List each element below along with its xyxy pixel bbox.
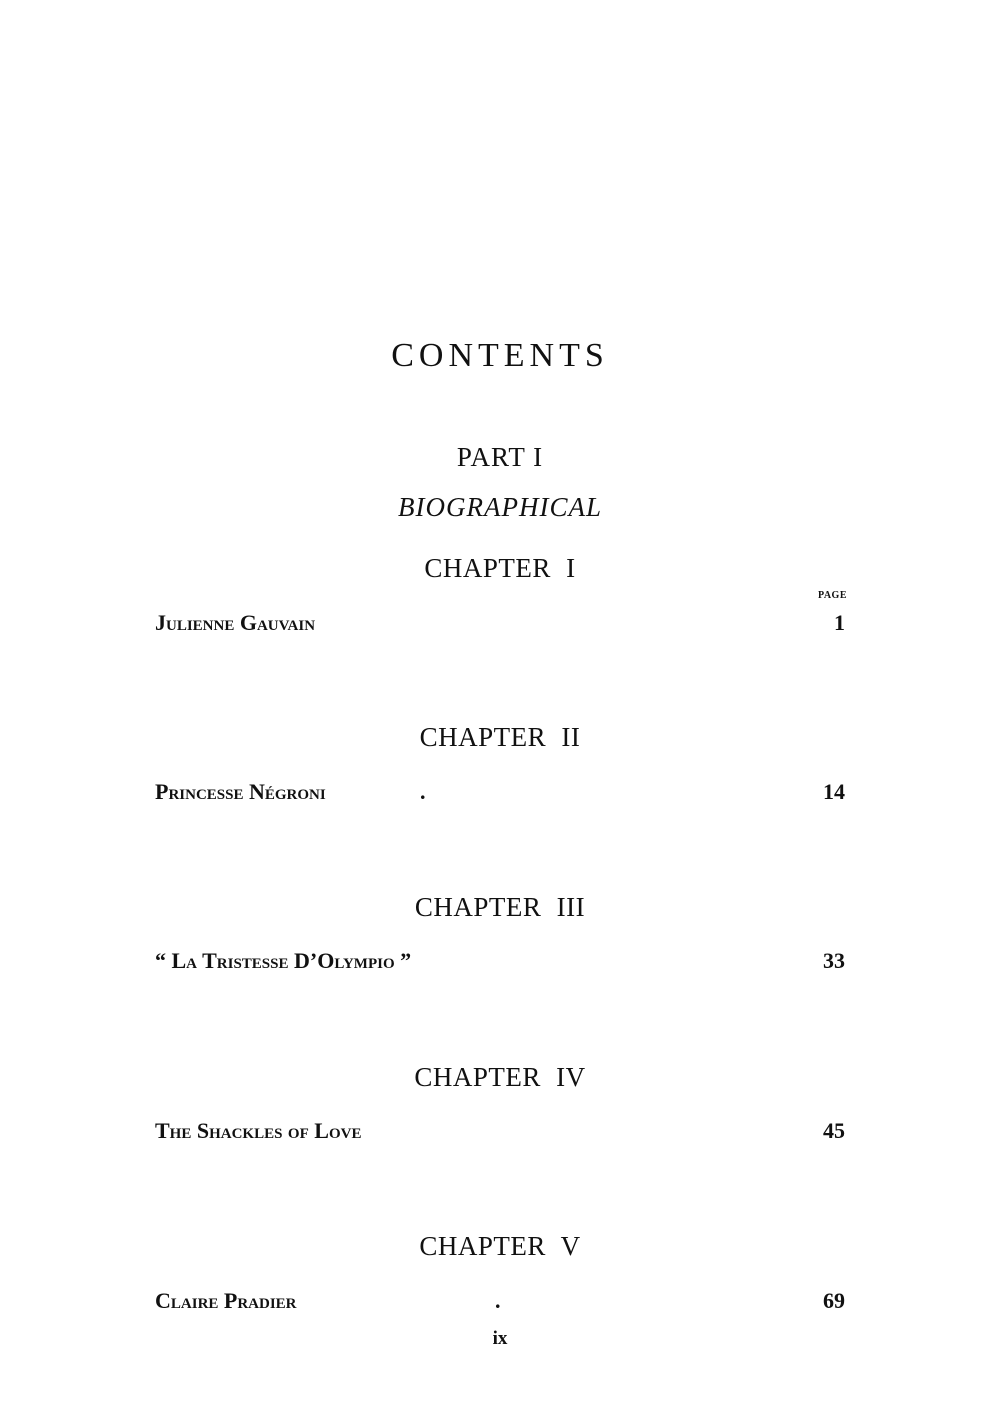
chapter-heading: CHAPTER II: [419, 722, 581, 752]
toc-entry-title: Princesse Négroni: [155, 779, 326, 804]
toc-entry[interactable]: [155, 779, 845, 809]
chapter-heading: CHAPTER V: [419, 1231, 581, 1261]
toc-entry-title: Julienne Gauvain: [155, 610, 316, 635]
chapter-heading: CHAPTER IV: [414, 1062, 586, 1092]
page-folio: ix: [492, 1328, 508, 1349]
page-column-label: PAGE: [817, 590, 847, 601]
toc-entry[interactable]: [155, 1288, 845, 1318]
toc-entry-page: 1: [834, 610, 845, 635]
toc-entry-page: 14: [823, 779, 845, 804]
toc-entry-leader: .: [420, 779, 426, 804]
toc-entry-title: The Shackles of Love: [155, 1118, 362, 1143]
toc-entry-title: “ La Tristesse D’Olympio ”: [155, 948, 412, 973]
toc-entry[interactable]: [155, 948, 845, 978]
toc-entry[interactable]: [155, 1118, 845, 1148]
toc-entry-title: Claire Pradier: [155, 1288, 297, 1313]
toc-entry-page: 33: [823, 948, 845, 973]
part-subtitle: BIOGRAPHICAL: [398, 492, 602, 522]
contents-title: CONTENTS: [391, 337, 609, 374]
toc-entry-page: 45: [823, 1118, 845, 1143]
chapter-heading: CHAPTER III: [414, 892, 586, 922]
part-heading: PART I: [456, 442, 544, 472]
toc-entry[interactable]: [155, 610, 845, 640]
toc-entry-leader: .: [495, 1288, 501, 1313]
chapter-heading: CHAPTER I: [424, 553, 576, 583]
toc-entry-page: 69: [823, 1288, 845, 1313]
